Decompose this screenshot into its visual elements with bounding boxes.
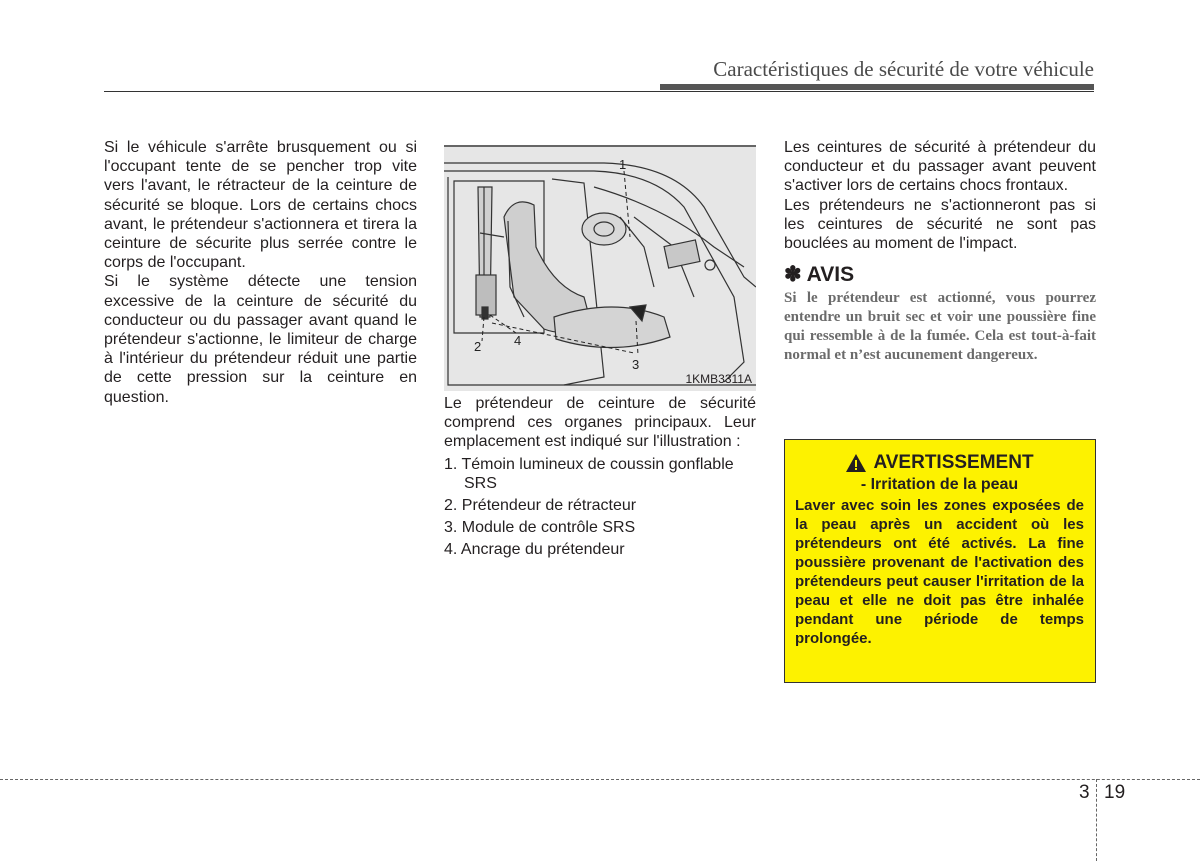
warning-body: Laver avec soin les zones exposées de la peau après un accident où les prétendeurs ont été activés. La fine poussière provenant de l'activation des prétendeurs peut causer l'irritation de la peau et elle ne doit pas être inhalée pendant une période de temps prolongée. xyxy=(795,497,1084,647)
page-number: 19 xyxy=(1104,782,1126,803)
notice-title: ✽ AVIS xyxy=(784,263,855,287)
paragraph: Les ceintures de sécurité à prétendeur du conducteur et du passager avant peuvent s'activer lors de certains chocs frontaux. xyxy=(784,139,1096,195)
paragraph: Si le système détecte une tension excessive de la ceinture de sécurité du conducteur ou du passager avant quand le prétendeur s'actionne, le limiteur de charge à l'intérieur du prétendeur réduit une partie de cette pression sur la ceinture en question. xyxy=(104,273,417,406)
warning-triangle-icon xyxy=(845,453,867,473)
pretensioner-illustration xyxy=(444,145,756,391)
column-right xyxy=(784,138,1096,365)
paragraph: Si le véhicule s'arrête brusquement ou si l'occupant tente de se pencher trop vite vers l'avant, le rétracteur de la ceinture de sécurité se bloque. Lors de certains chocs avant, le prétendeur s'actionnera et tirera la ceinture de sécurite plus serrée contre le corps de l'occupant. xyxy=(104,139,417,272)
figure-caption: Le prétendeur de ceinture de sécurité comprend ces organes principaux. Leur emplacement est indiqué sur l'illustration : xyxy=(444,395,756,450)
header-rule-thick xyxy=(660,84,1094,90)
warning-box xyxy=(784,439,1096,683)
warning-subtitle: - Irritation de la peau xyxy=(860,476,1019,493)
car-interior-drawing xyxy=(444,147,756,391)
warning-header xyxy=(795,452,1084,474)
page-header-title: Caractéristiques de sécurité de votre véhicule xyxy=(713,57,1094,81)
callout-4: 4 xyxy=(514,333,522,348)
callout-3: 3 xyxy=(632,357,640,372)
footer-rule xyxy=(0,779,1200,780)
notice-body: Si le prétendeur est actionné, vous pourrez entendre un bruit sec et voir une poussière fine qui ressemble à de la fumée. Cela est tout-à-fait normal et n’est aucunement dangereux. xyxy=(784,290,1096,364)
paragraph: Les prétendeurs ne s'actionneront pas si les ceintures de sécurité ne sont pas bouclées au moment de l'impact. xyxy=(784,196,1096,253)
column-middle xyxy=(444,394,756,562)
callout-2: 2 xyxy=(474,339,482,354)
figure-code: 1KMB3311A xyxy=(685,372,752,386)
list-item: 1. Témoin lumineux de coussin gonflable SRS xyxy=(444,456,734,492)
chapter-number: 3 xyxy=(1079,782,1090,803)
list-item: 2. Prétendeur de rétracteur xyxy=(444,497,637,514)
list-item: 4. Ancrage du prétendeur xyxy=(444,541,625,558)
header-rule xyxy=(104,91,1094,92)
footer-divider xyxy=(1096,779,1097,861)
callout-1: 1 xyxy=(619,157,627,172)
component-list xyxy=(444,455,756,559)
column-left xyxy=(104,138,417,407)
warning-title: AVERTISSEMENT xyxy=(873,452,1034,473)
list-item: 3. Module de contrôle SRS xyxy=(444,519,636,536)
